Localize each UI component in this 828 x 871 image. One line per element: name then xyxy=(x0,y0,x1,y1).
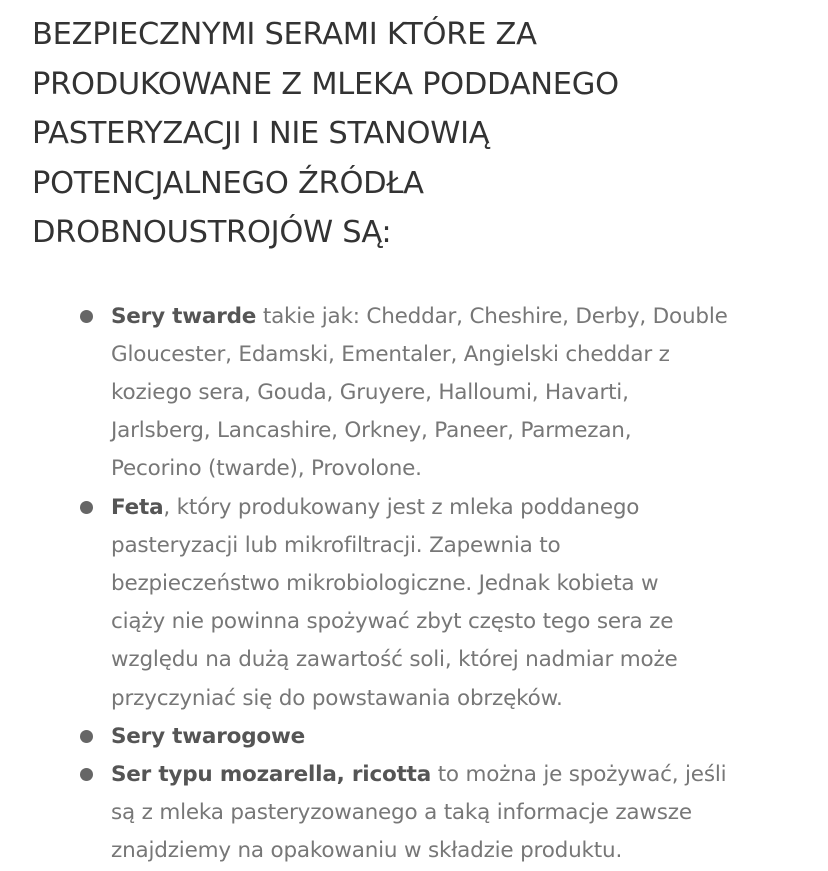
item-line xyxy=(111,718,808,756)
item-line: Jarlsberg, Lancashire, Orkney, Paneer, Parmezan, xyxy=(111,418,632,444)
item-line xyxy=(111,756,808,794)
item-bold-label: Feta xyxy=(111,494,164,520)
item-text: , który produkowany jest z mleka poddanego xyxy=(163,494,640,520)
item-line: bezpieczeństwo mikrobiologiczne. Jednak kobieta w xyxy=(111,570,659,596)
item-bold-label: Sery twarde xyxy=(111,303,257,329)
item-bold-label: Ser typu mozarella, ricotta xyxy=(111,761,432,787)
list-item xyxy=(32,489,808,718)
item-line: ciąży nie powinna spożywać zbyt często tego sera ze xyxy=(111,609,674,635)
item-line: pasteryzacji lub mikrofiltracji. Zapewnia to xyxy=(111,532,561,558)
cheese-list xyxy=(32,298,808,871)
heading-line: PRODUKOWANE Z MLEKA PODDANEGO xyxy=(32,66,619,102)
heading-line: PASTERYZACJI I NIE STANOWIĄ xyxy=(32,116,490,151)
item-line: przyczyniać się do powstawania obrzęków. xyxy=(111,685,563,711)
item-text: to można je spożywać, jeśli xyxy=(431,761,727,787)
bullet-icon xyxy=(80,768,93,781)
heading-line: BEZPIECZNYMI SERAMI KTÓRE ZA xyxy=(32,17,537,52)
section-heading xyxy=(32,10,808,258)
item-bold-label: Sery twarogowe xyxy=(111,723,305,749)
list-item xyxy=(32,718,808,756)
bullet-icon xyxy=(80,310,93,323)
item-line: koziego sera, Gouda, Gruyere, Halloumi, Havarti, xyxy=(111,379,629,405)
item-line: Gloucester, Edamski, Ementaler, Angielski cheddar z xyxy=(111,341,670,367)
item-line: znajdziemy na opakowaniu w składzie produktu. xyxy=(111,838,623,864)
bullet-icon xyxy=(80,730,93,743)
heading-line: POTENCJALNEGO ŹRÓDŁA xyxy=(32,165,424,201)
item-line xyxy=(111,489,808,527)
list-item xyxy=(32,298,808,489)
item-text: takie jak: Cheddar, Cheshire, Derby, Double xyxy=(256,303,728,329)
list-item xyxy=(32,756,808,871)
item-line: są z mleka pasteryzowanego a taką informacje zawsze xyxy=(111,800,692,826)
item-line: względu na dużą zawartość soli, której nadmiar może xyxy=(111,647,678,673)
item-line xyxy=(111,298,808,336)
heading-line: DROBNOUSTROJÓW SĄ: xyxy=(32,215,392,250)
item-line: Pecorino (twarde), Provolone. xyxy=(111,456,422,482)
bullet-icon xyxy=(80,501,93,514)
